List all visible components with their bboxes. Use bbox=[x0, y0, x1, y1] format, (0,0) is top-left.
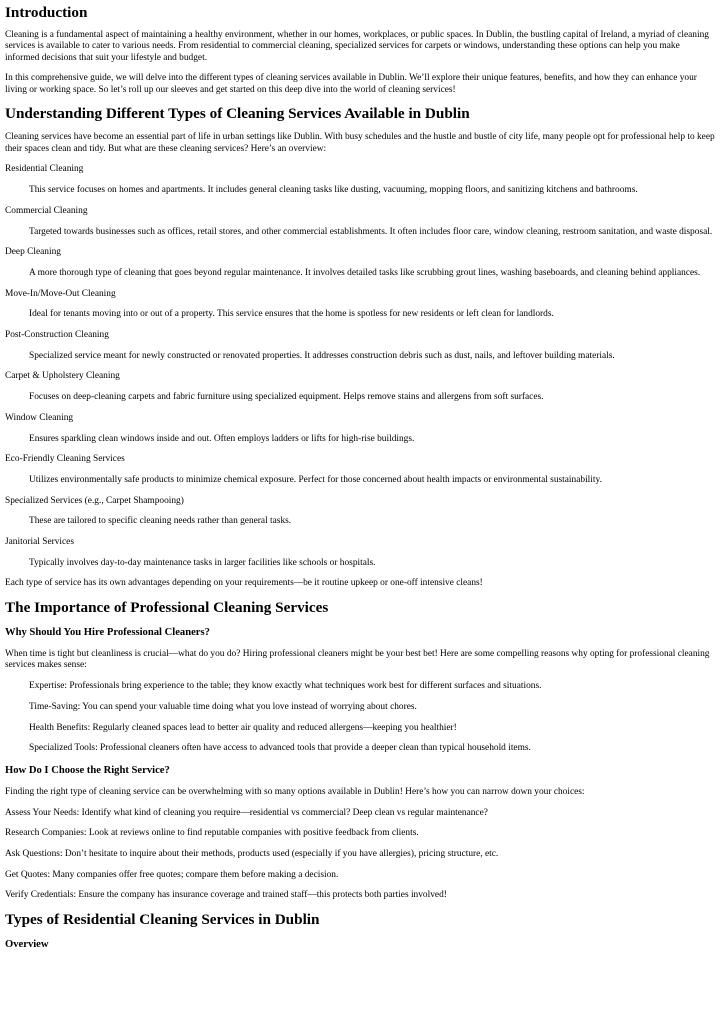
heading-overview: Overview bbox=[5, 938, 49, 950]
reasons-list bbox=[29, 681, 715, 755]
service-type-term: Specialized Services (e.g., Carpet Shampooing) bbox=[5, 495, 184, 506]
heading-introduction: Introduction bbox=[5, 4, 88, 21]
service-type-term: Deep Cleaning bbox=[5, 247, 61, 258]
reason-item: Specialized Tools: Professional cleaners often have access to advanced tools that provide a deeper clean than typical household items. bbox=[29, 743, 531, 754]
service-type-description: These are tailored to specific cleaning needs rather than general tasks. bbox=[29, 516, 292, 527]
heading-types-of-services: Understanding Different Types of Cleaning Services Available in Dublin bbox=[5, 105, 470, 123]
types-lead-paragraph: Cleaning services have become an essential part of life in urban settings like Dublin. With busy schedules and the hustle and bustle of city life, many people opt for professional help to keep their spaces clean and tidy. But what are these cleaning services? Here’s an overview: bbox=[5, 132, 715, 154]
service-type-description: A more thorough type of cleaning that goes beyond regular maintenance. It involves detailed tasks like scrubbing grout lines, washing baseboards, and cleaning behind appliances. bbox=[29, 267, 701, 278]
choose-lead-paragraph: Finding the right type of cleaning service can be overwhelming with so many options available in Dublin! Here’s how you can narrow down your choices: bbox=[5, 787, 585, 798]
service-type-description: Utilizes environmentally safe products to minimize chemical exposure. Perfect for those concerned about health impacts or environmental sustainability. bbox=[29, 474, 602, 485]
heading-why-hire: Why Should You Hire Professional Cleaners? bbox=[5, 627, 210, 639]
service-type-term: Residential Cleaning bbox=[5, 164, 84, 175]
choose-step: Research Companies: Look at reviews online to find reputable companies with positive feedback from clients. bbox=[5, 828, 419, 839]
service-types-list bbox=[5, 164, 715, 569]
service-type-description: This service focuses on homes and apartments. It includes general cleaning tasks like dusting, vacuuming, mopping floors, and sanitizing kitchens and bathrooms. bbox=[29, 185, 638, 196]
choose-step: Verify Credentials: Ensure the company has insurance coverage and trained staff—this protects both parties involved! bbox=[5, 890, 447, 901]
heading-choose-service: How Do I Choose the Right Service? bbox=[5, 765, 170, 777]
heading-importance: The Importance of Professional Cleaning Services bbox=[5, 599, 329, 617]
choose-step: Assess Your Needs: Identify what kind of cleaning you require—residential vs commercial? Deep clean vs regular maintenance? bbox=[5, 807, 488, 818]
service-type-term: Window Cleaning bbox=[5, 412, 74, 423]
reason-item: Time-Saving: You can spend your valuable time doing what you love instead of worrying about chores. bbox=[29, 701, 417, 712]
reason-item: Health Benefits: Regularly cleaned spaces lead to better air quality and reduced allergens—keeping you healthier! bbox=[29, 722, 457, 733]
service-type-description: Targeted towards businesses such as offices, retail stores, and other commercial establishments. It often includes floor care, window cleaning, restroom sanitation, and waste disposal. bbox=[29, 226, 713, 237]
service-type-description: Focuses on deep-cleaning carpets and fabric furniture using specialized equipment. Helps remove stains and allergens from soft surfaces. bbox=[29, 392, 544, 403]
service-type-description: Specialized service meant for newly constructed or renovated properties. It addresses construction debris such as dust, nails, and leftover building materials. bbox=[29, 350, 615, 361]
heading-residential-types: Types of Residential Cleaning Services in Dublin bbox=[5, 910, 320, 928]
service-type-description: Ensures sparkling clean windows inside and out. Often employs ladders or lifts for high-rise buildings. bbox=[29, 433, 415, 444]
service-type-description: Ideal for tenants moving into or out of a property. This service ensures that the home is spotless for new residents or left clean for landlords. bbox=[29, 309, 554, 320]
types-closing-paragraph: Each type of service has its own advantages depending on your requirements—be it routine upkeep or one-off intensive cleans! bbox=[5, 578, 483, 589]
choose-step: Ask Questions: Don’t hesitate to inquire about their methods, products used (especially if you have allergies), pricing structure, etc. bbox=[5, 849, 499, 860]
service-type-term: Janitorial Services bbox=[5, 537, 74, 548]
service-type-term: Commercial Cleaning bbox=[5, 205, 88, 216]
intro-paragraph-1: Cleaning is a fundamental aspect of maintaining a healthy environment, whether in our homes, workplaces, or public spaces. In Dublin, the bustling capital of Ireland, a myriad of cleaning services is available to cater to various needs. From residential to commercial cleaning, specialized services for carpets or windows, understanding these options can help you make informed decisions that suit your lifestyle and budget. bbox=[5, 30, 709, 63]
service-type-term: Post-Construction Cleaning bbox=[5, 330, 109, 341]
service-type-term: Eco-Friendly Cleaning Services bbox=[5, 454, 125, 465]
service-type-description: Typically involves day-to-day maintenance tasks in larger facilities like schools or hospitals. bbox=[29, 557, 376, 568]
service-type-term: Move-In/Move-Out Cleaning bbox=[5, 288, 116, 299]
intro-paragraph-2: In this comprehensive guide, we will delve into the different types of cleaning services available in Dublin. We’ll explore their unique features, benefits, and how they can enhance your living or working space. So let’s roll up our sleeves and get started on this deep dive into the world of cleaning services! bbox=[5, 73, 697, 95]
service-type-term: Carpet & Upholstery Cleaning bbox=[5, 371, 120, 382]
article bbox=[0, 4, 720, 951]
choose-step: Get Quotes: Many companies offer free quotes; compare them before making a decision. bbox=[5, 869, 339, 880]
reason-item: Expertise: Professionals bring experience to the table; they know exactly what techniques work best for different surfaces and situations. bbox=[29, 681, 542, 692]
why-hire-lead-paragraph: When time is tight but cleanliness is crucial—what do you do? Hiring professional cleaners might be your best bet! Here are some compelling reasons why opting for professional cleaning services makes sense: bbox=[5, 649, 710, 671]
